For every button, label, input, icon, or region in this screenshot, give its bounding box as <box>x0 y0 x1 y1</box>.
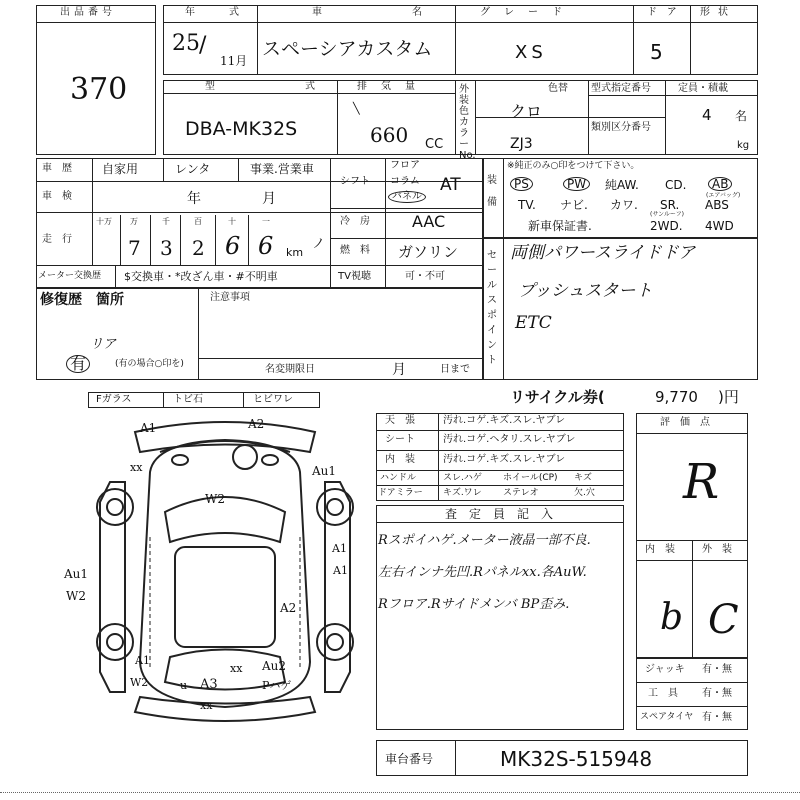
chassis-label: 車台番号 <box>385 752 434 766</box>
int-mirror-label: ドアミラー <box>378 488 423 498</box>
eq-ab-sub: (エアバッグ) <box>706 192 741 199</box>
digit-1: 一 <box>262 217 270 226</box>
mark-left-w2: W2 <box>66 589 86 603</box>
mileage-digit-1: 6 <box>258 232 274 260</box>
equipment-label: 装備 <box>487 175 497 208</box>
recycle-amount: 9,770 <box>655 388 698 406</box>
kg-unit: kg <box>737 140 750 151</box>
int-trim-label: 内 装 <box>385 454 415 465</box>
mark-hood: W2 <box>205 492 225 506</box>
digit-10: 十 <box>228 217 236 226</box>
sales-line-3: ETC <box>515 313 552 333</box>
mileage-digit-1k: 3 <box>160 236 173 260</box>
month-value: 11月 <box>220 54 248 68</box>
shape-label: 形状 <box>700 7 736 18</box>
mark-right-door1: A1 <box>332 542 347 555</box>
inspection-label: 車 検 <box>42 191 72 202</box>
mark-front-left: A1 <box>140 421 157 435</box>
cc-unit: CC <box>425 137 444 152</box>
deadline-month: 月 <box>392 362 406 378</box>
repair-label: 修復歴 箇所 <box>40 292 124 308</box>
inspection-year-unit: 年 <box>187 191 201 207</box>
eq-aw: 純AW. <box>605 178 639 192</box>
exterior-grade: C <box>708 597 739 643</box>
deadline-label: 名変期限日 <box>265 364 315 375</box>
recycle-label: リサイクル券( <box>510 388 605 406</box>
eq-cd: CD. <box>665 178 687 192</box>
int-ceiling-label: 天 張 <box>385 415 415 426</box>
int-stereo-value: 欠.穴 <box>574 488 595 498</box>
mark-rear-bumper: A3 <box>200 677 218 692</box>
int-seat-label: シート <box>385 434 415 445</box>
class-number-label: 類別区分番号 <box>591 122 651 133</box>
ext-color-label: 外装色カラーNo. <box>459 84 476 161</box>
capacity-unit: 名 <box>735 109 748 123</box>
tool-tools-label: 工 具 <box>648 688 678 699</box>
repair-note: リア <box>90 337 117 352</box>
mark-fr-fender: Au1 <box>312 464 337 478</box>
car-diagram <box>80 412 370 732</box>
history-business: 事業.営業車 <box>250 162 314 176</box>
tool-spare-value: 有・無 <box>702 712 732 723</box>
shift-panel: パネル <box>388 191 426 203</box>
model-label: 型 式 <box>205 81 355 92</box>
eq-navi: ナビ. <box>560 198 588 212</box>
interior-grade-label: 内 装 <box>645 544 675 555</box>
fuel-value: ガソリン <box>398 243 459 261</box>
color-swap-label: 色替 <box>548 83 568 94</box>
int-trim-value: 汚れ.コゲ.キズ.スレ.ヤブレ <box>443 454 566 465</box>
inspection-line-1: Rスポイハゲ.メーター液晶一部不良. <box>378 533 591 548</box>
grade-label: 評 価 点 <box>660 417 710 428</box>
caution-label: 注意事項 <box>210 292 250 303</box>
recycle-unit: )円 <box>718 388 739 406</box>
mark-left-doors: Au1 <box>64 567 89 581</box>
digit-100: 百 <box>194 217 202 226</box>
grade-label: グレード <box>480 7 576 18</box>
eq-4wd: 4WD <box>705 219 734 233</box>
shift-floor: フロア <box>390 160 420 171</box>
mark-rear-left-a: A1 <box>135 654 150 667</box>
int-handle-label: ハンドル <box>380 473 417 483</box>
sales-line-2: プッシュスタート <box>518 281 653 301</box>
int-mirror-value: キズ.ワレ <box>443 488 482 498</box>
year-value: 25 <box>172 31 200 56</box>
mark-right-quarter: A2 <box>280 601 297 615</box>
tool-jack-label: ジャッキ <box>645 664 685 675</box>
sales-line-1: 両側パワースライドドア <box>510 243 696 263</box>
doors-value: 5 <box>650 40 663 64</box>
int-seat-value: 汚れ.コゲ.ヘタリ.スレ.ヤブレ <box>443 434 576 445</box>
mileage-digit-100: 2 <box>192 236 205 260</box>
disp-label: 排気量 <box>357 81 429 92</box>
color-value: クロ <box>510 102 543 121</box>
meter-options: $交換車・*改ざん車・#不明車 <box>124 270 278 283</box>
int-wheel-value: キズ <box>574 473 592 483</box>
mileage-digit-10k: 7 <box>128 236 141 260</box>
grade-value: XS <box>515 42 547 63</box>
mark-rear-u: u <box>180 679 188 692</box>
eq-warranty: 新車保証書. <box>528 219 592 233</box>
sales-label: セールスポイント <box>487 250 497 366</box>
model-code: DBA-MK32S <box>185 118 298 140</box>
digit-100k: 十万 <box>96 217 112 226</box>
tool-tools-value: 有・無 <box>702 688 732 699</box>
history-private: 自家用 <box>102 162 139 176</box>
history-rental: レンタ <box>175 162 211 176</box>
eq-tv: TV. <box>518 198 536 212</box>
digit-1k: 千 <box>162 217 170 226</box>
mark-rear-right-au: Au2 <box>262 659 287 673</box>
ac-label: 冷 房 <box>340 216 370 227</box>
equipment-note: ※純正のみ○印をつけて下さい。 <box>507 161 640 171</box>
name-label: 車 名 <box>312 7 462 18</box>
mark-rear-right-p: Pハゲ <box>262 679 292 692</box>
shift-label: シフト <box>340 176 370 187</box>
eq-sr-sub: (サンルーフ) <box>650 211 684 218</box>
int-handle-value: スレ.ハゲ <box>443 473 482 483</box>
eq-2wd: 2WD. <box>650 219 683 233</box>
glass-chip: トビ石 <box>173 394 203 405</box>
inspection-label: 査 定 員 記 入 <box>445 507 554 521</box>
year-label: 年 式 <box>185 7 251 18</box>
int-ceiling-value: 汚れ.コゲ.キズ.スレ.ヤブレ <box>443 415 566 426</box>
mark-right-door2: A1 <box>333 564 348 577</box>
eq-sr: SR. <box>660 198 680 212</box>
tv-label: TV視聴 <box>338 271 371 282</box>
mileage-digit-10: 6 <box>225 232 241 260</box>
mileage-label: 走 行 <box>42 234 72 245</box>
eq-pw: PW <box>563 177 590 191</box>
int-stereo-label: ステレオ <box>503 488 539 498</box>
repair-value: 有 <box>66 355 90 373</box>
eq-leather: カワ. <box>610 198 638 212</box>
lot-label: 出品番号 <box>60 7 116 18</box>
doors-label: ドア <box>647 7 687 18</box>
type-number-label: 型式指定番号 <box>591 83 651 94</box>
mark-rear-left-w: W2 <box>130 676 149 689</box>
deadline-until: 日まで <box>440 364 470 375</box>
eq-ps: PS <box>510 177 533 191</box>
tv-value: 可・不可 <box>405 271 445 282</box>
car-name: スペーシアカスタム <box>262 38 433 60</box>
repair-hint: (有の場合○印を) <box>115 359 184 369</box>
bottom-rule <box>0 792 800 793</box>
shift-column: コラム <box>390 176 420 187</box>
chassis-number: MK32S-515948 <box>500 747 653 771</box>
eq-abs: ABS <box>705 198 729 212</box>
capacity-value: 4 <box>702 106 712 124</box>
grade-score: R <box>683 454 720 510</box>
km-unit: km <box>286 246 304 259</box>
tool-jack-value: 有・無 <box>702 664 732 675</box>
lot-number: 370 <box>70 72 128 107</box>
meter-label: メーター交換歴 <box>38 271 102 281</box>
inspection-line-2: 左右インナ先凹.Rパネルxx.各AuW. <box>378 565 587 580</box>
history-label: 車 歴 <box>42 163 72 174</box>
mark-fl-fender: xx <box>130 461 143 474</box>
capacity-label: 定員・積載 <box>678 83 728 94</box>
interior-grade: b <box>660 597 684 638</box>
inspection-line-3: Rフロア.Rサイドメンバ BP歪み. <box>378 597 570 612</box>
exterior-grade-label: 外 装 <box>702 544 732 555</box>
int-wheel-label: ホイール(CP) <box>503 473 558 483</box>
digit-10k: 万 <box>130 217 138 226</box>
mark-front-right: A2 <box>248 417 265 431</box>
mark-rl-xx: xx <box>230 662 243 675</box>
fuel-label: 燃 料 <box>340 245 370 256</box>
eq-ab: AB <box>708 177 732 191</box>
shift-value: AT <box>440 175 461 195</box>
glass-f: Fガラス <box>96 394 132 405</box>
displacement: 660 <box>370 123 409 147</box>
mark-rear-xx: xx <box>200 699 213 712</box>
glass-crack: ヒビワレ <box>253 394 293 405</box>
color-code: ZJ3 <box>510 136 533 152</box>
tool-spare-label: スペアタイヤ <box>640 712 694 722</box>
ac-value: AAC <box>412 212 446 231</box>
inspection-month-unit: 月 <box>262 191 276 207</box>
